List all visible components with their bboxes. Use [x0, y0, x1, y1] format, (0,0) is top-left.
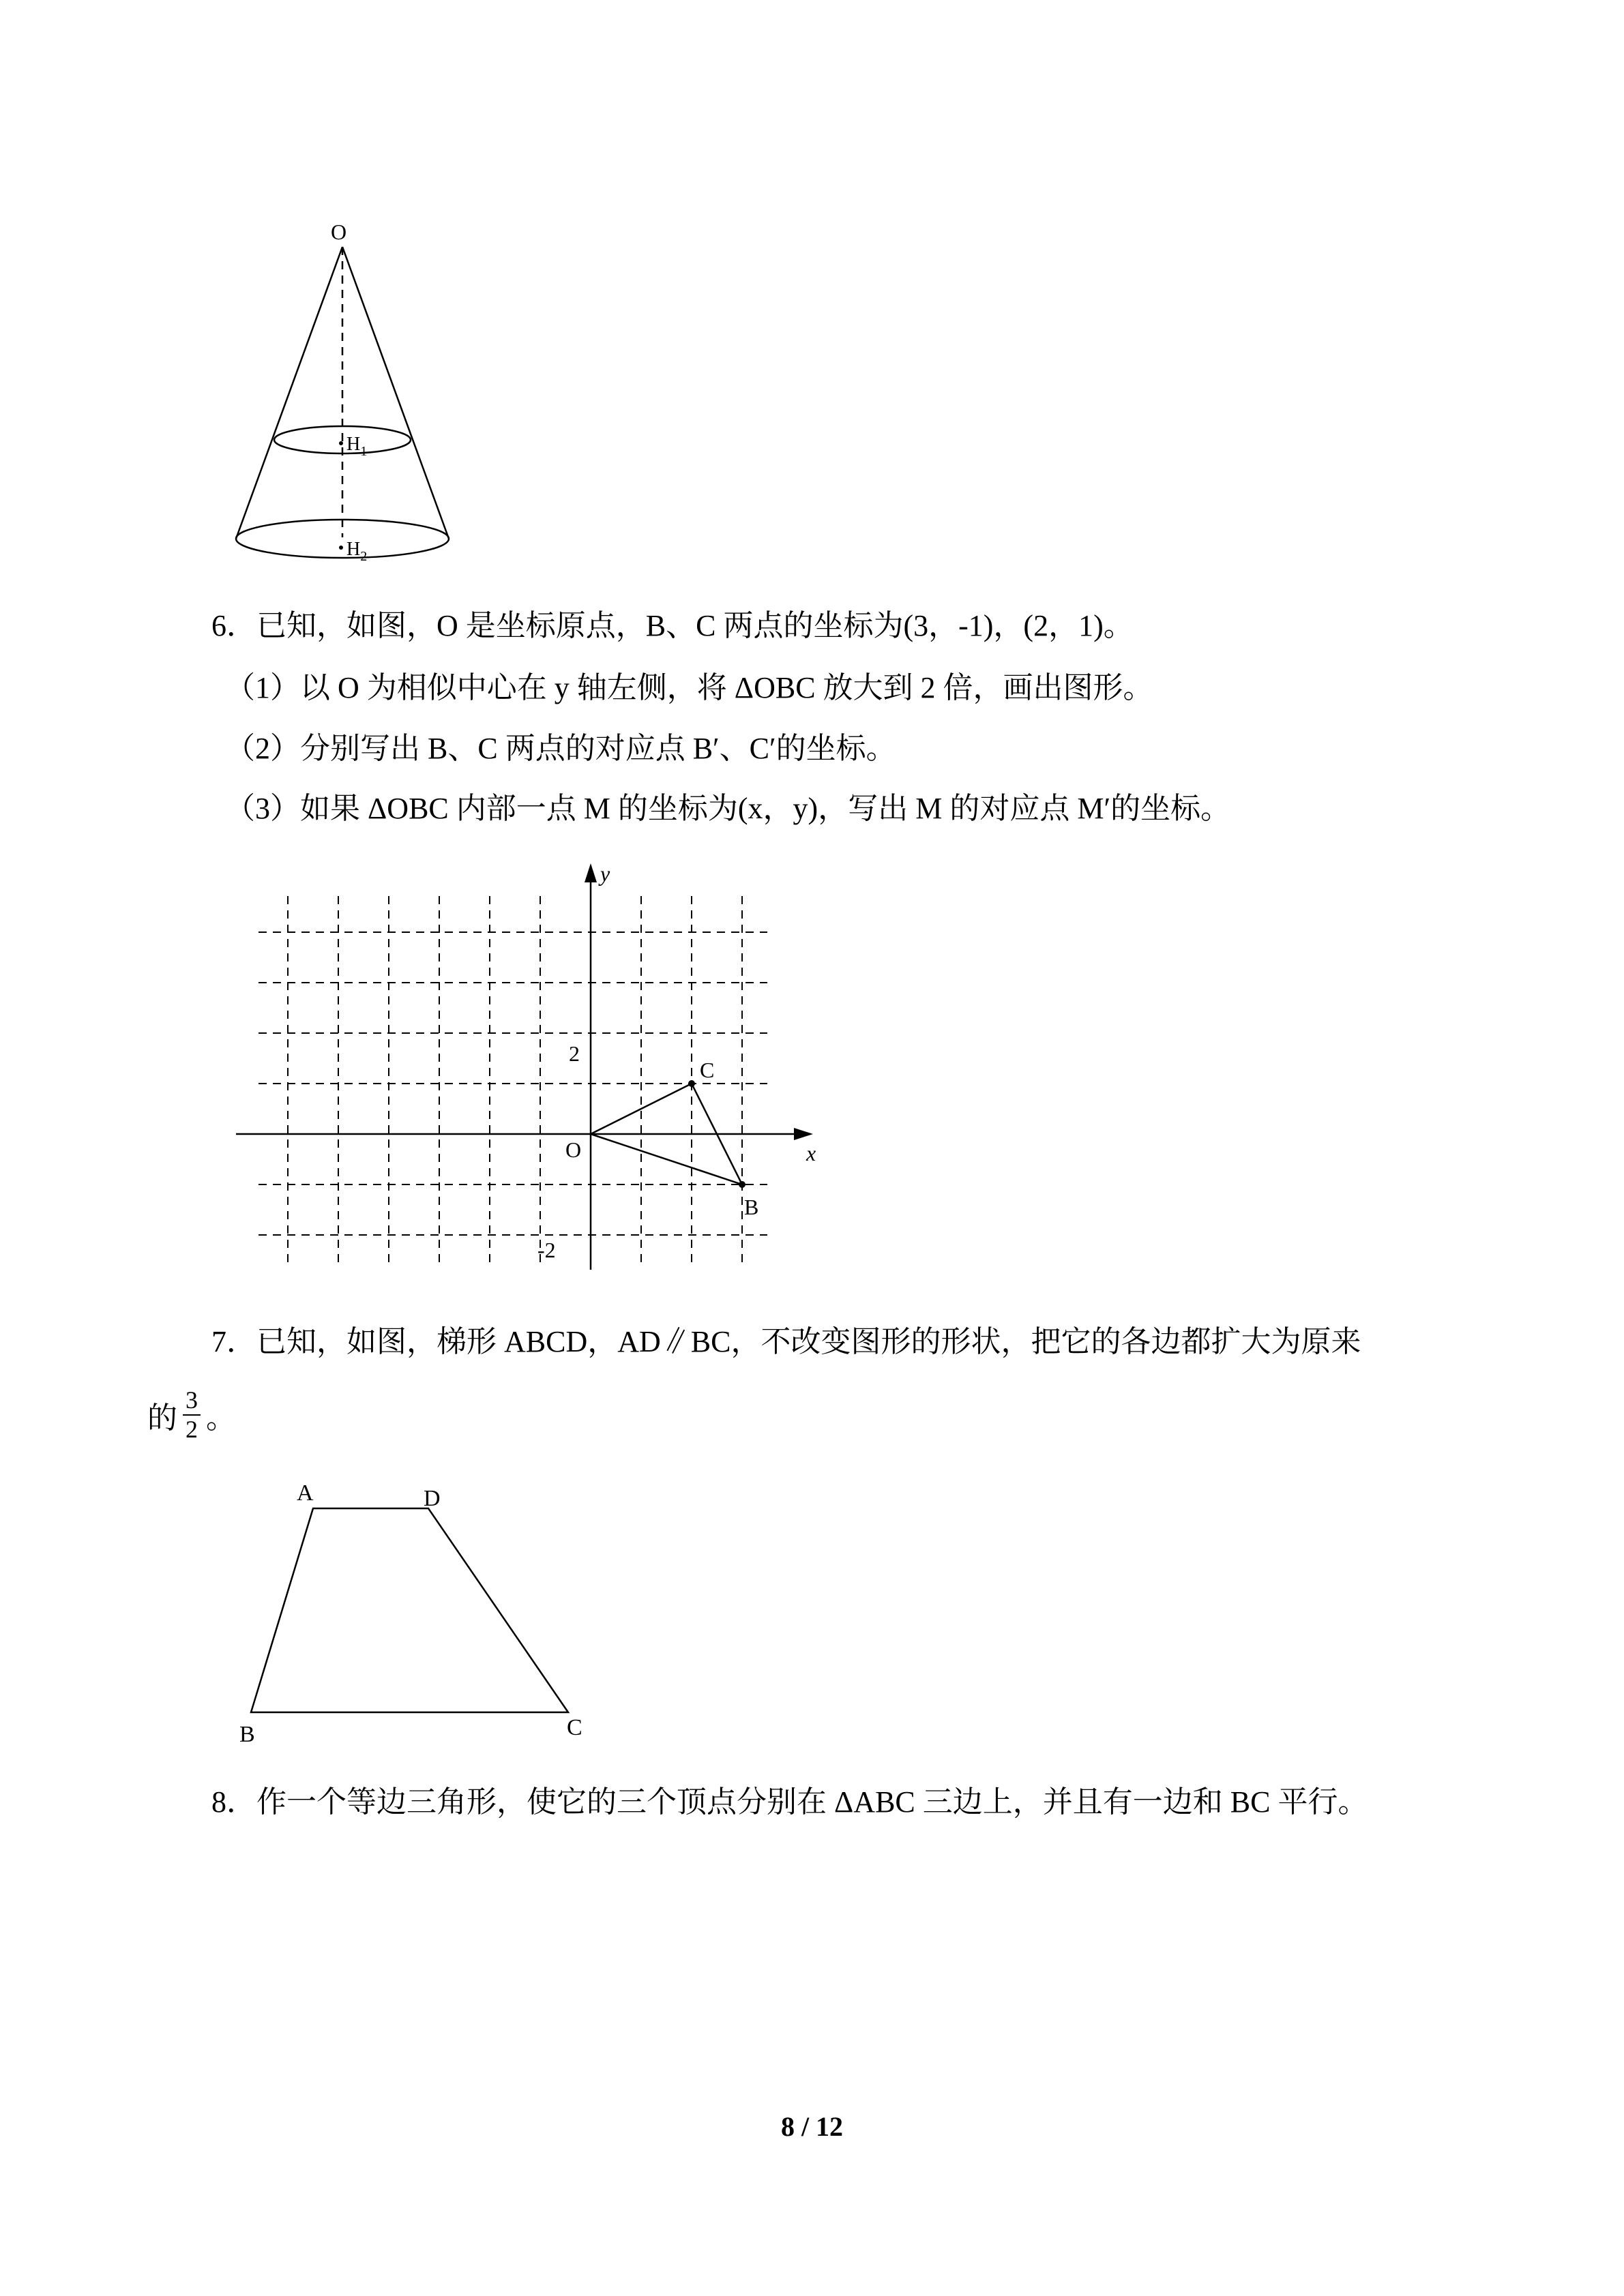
- point-b-label: B: [744, 1195, 759, 1219]
- trapezoid-figure: [205, 1466, 641, 1766]
- tick-label-minus-2: -2: [537, 1238, 556, 1262]
- question-6-part-2: （2）分别写出 B、C 两点的对应点 B′、C′的坐标。: [225, 732, 896, 765]
- page-number: 8 / 12: [780, 2111, 844, 2142]
- x-axis-arrow: [794, 1128, 813, 1140]
- question-6-part-1: （1）以 O 为相似中心在 y 轴左侧，将 ΔOBC 放大到 2 倍，画出图形。: [225, 671, 1153, 704]
- coordinate-grid-figure: [225, 852, 839, 1296]
- question-6-part-3: （3）如果 ΔOBC 内部一点 M 的坐标为(x，y)，写出 M 的对应点 M′的坐标。: [225, 792, 1231, 825]
- y-axis-label: y: [600, 861, 610, 886]
- point-b-dot: [739, 1181, 745, 1188]
- trapezoid-label-b: B: [239, 1722, 255, 1747]
- x-axis-label: x: [806, 1141, 816, 1165]
- trapezoid-label-d: D: [424, 1486, 441, 1511]
- trapezoid-abcd: [251, 1508, 568, 1712]
- point-c-label: C: [700, 1058, 715, 1082]
- cone-apex-label: O: [331, 220, 347, 244]
- origin-label: O: [565, 1137, 582, 1162]
- grid-vertical-lines: [288, 896, 742, 1262]
- trapezoid-label-a: A: [297, 1480, 314, 1506]
- cone-figure: [218, 205, 477, 576]
- cone-section2-label: $H_2$: [346, 539, 368, 564]
- question-7-fraction: [183, 1386, 201, 1444]
- question-7-cont-suffix: 。: [206, 1401, 236, 1435]
- y-axis-arrow: [585, 863, 597, 882]
- question-8-stem: 8．作一个等边三角形，使它的三个顶点分别在 ΔABC 三边上，并且有一边和 BC 平行。: [211, 1785, 1368, 1819]
- cone-left-side: [236, 247, 342, 539]
- trapezoid-label-c: C: [567, 1715, 582, 1740]
- question-6-stem: 6．已知，如图，O 是坐标原点，B、C 两点的坐标为(3，-1)，(2，1)。: [211, 609, 1134, 642]
- point-c-dot: [688, 1080, 695, 1087]
- cone-right-side: [342, 247, 449, 539]
- cone-h1-point: [339, 441, 343, 445]
- question-7-stem: 7．已知，如图，梯形 ABCD，AD∥BC，不改变图形的形状，把它的各边都扩大为原来: [211, 1325, 1361, 1358]
- question-7-fraction-numerator: 3: [186, 1386, 198, 1414]
- question-7-cont-prefix: 的: [147, 1401, 177, 1435]
- cone-h2-point: [339, 546, 343, 550]
- cone-section1-label: $H_1$: [346, 434, 368, 459]
- tick-label-2: 2: [569, 1041, 580, 1066]
- question-7-fraction-denominator: 2: [183, 1414, 201, 1444]
- question-7-continuation: [147, 1377, 236, 1452]
